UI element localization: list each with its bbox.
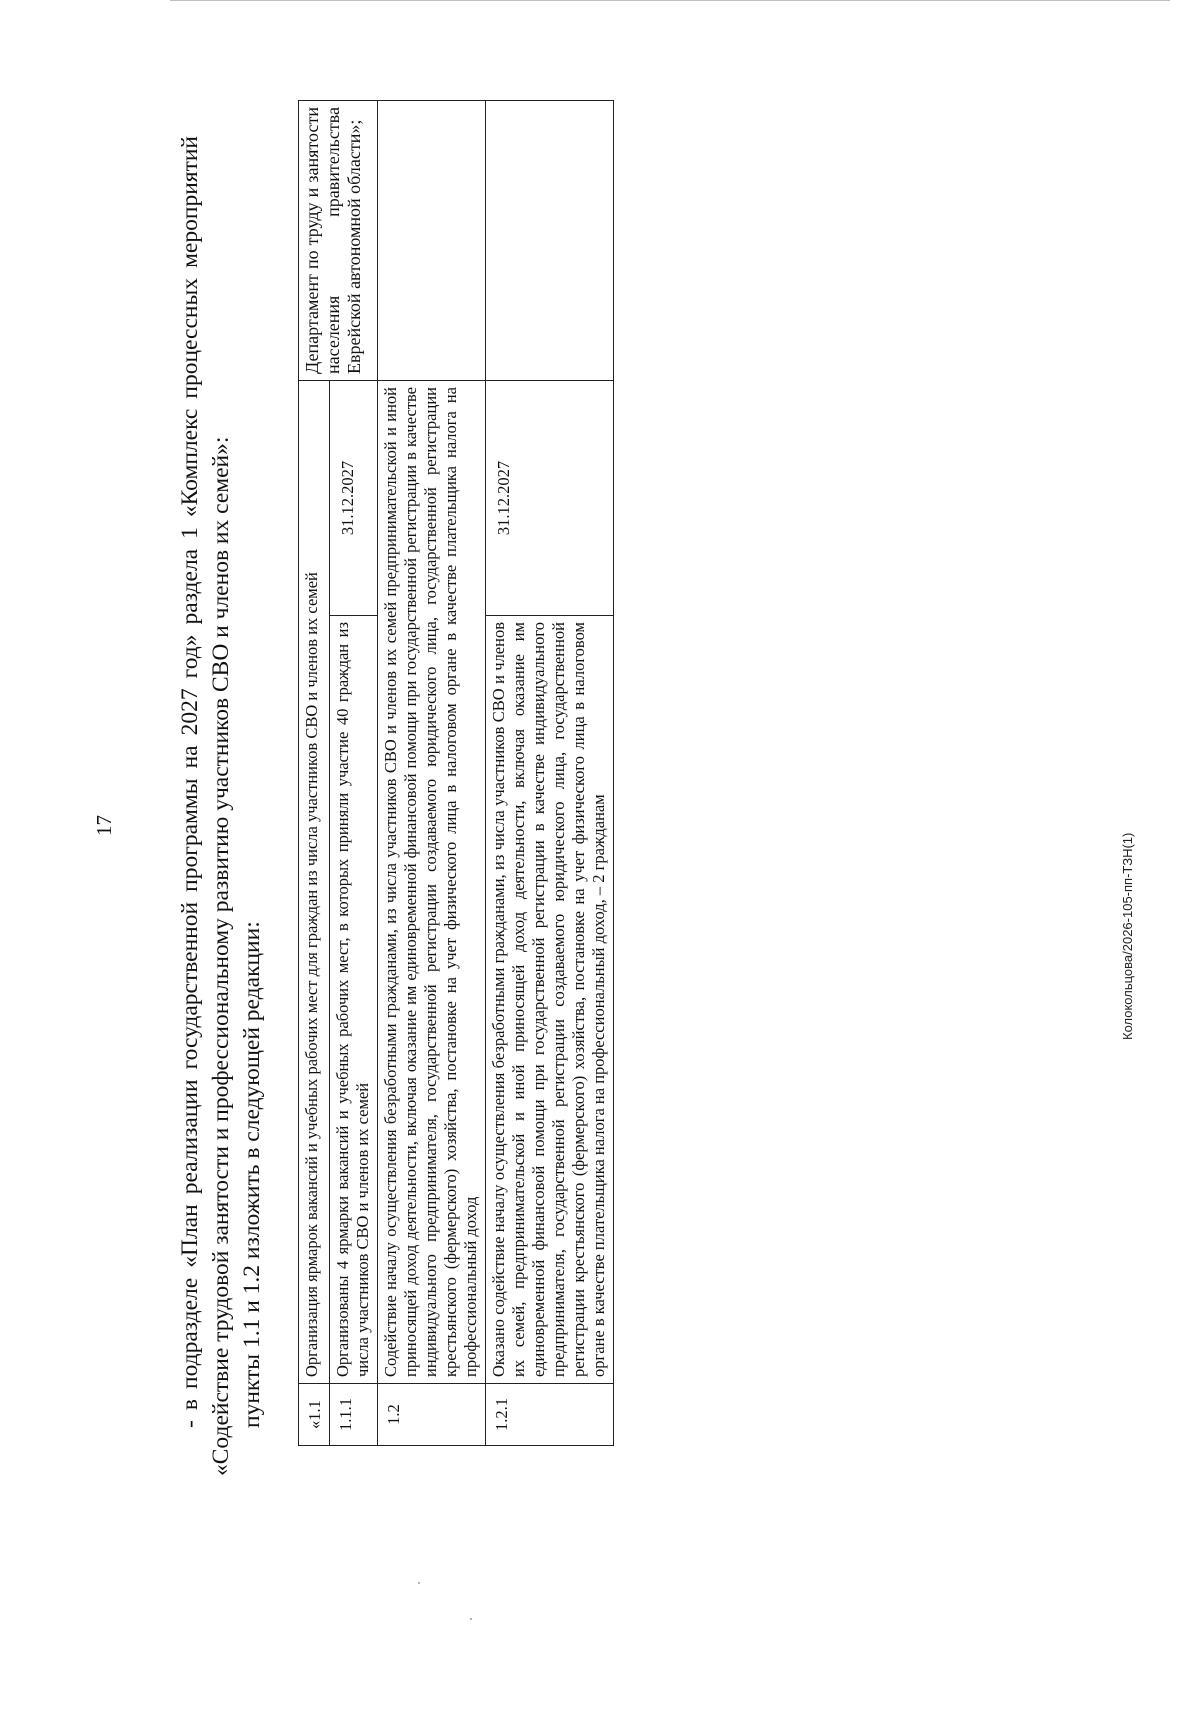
responsible-cell: Департамент по труду и занятости населения правительства Еврейской автономной области»;: [299, 101, 378, 381]
row-text: Оказано содействие началу осуществления безработными гражданами, из числа участников СВО и членов их семей, предпринимательской и иной приносящей доход деятельности, включая оказание им единовременной финансовой помощи при государственной регистрации в качестве индивидуального предпринимателя, государственной регистрации создаваемого юридического лица, государственной регистрации крестьянского (фермерского) хозяйства, постановке на учет физического лица в налоговом органе в качестве плательщика налога на профессиональный доход, – 2 гражданам: [486, 616, 614, 1384]
row-date: 31.12.2027: [330, 381, 378, 616]
row-number: «1.1: [299, 1384, 330, 1446]
empty-cell: [486, 101, 614, 381]
row-text: Содействие началу осуществления безработными гражданами, из числа участников СВО и членов их семей предпринимательской и иной приносящей доход деятельности, включая оказание им единовременной финансовой помощи при государственной регистрации в качестве индивидуального предпринимателя, государственной регистрации создаваемого юридического лица, государственной регистрации крестьянского (фермерского) хозяйства, постановке на учет физического лица в налоговом органе в качестве плательщика налога на профессиональный доход: [378, 381, 486, 1384]
row-number: 1.2.1: [486, 1384, 614, 1446]
table-row: [486, 101, 614, 1446]
table-row: [299, 101, 330, 1446]
table-row: [378, 101, 486, 1446]
measures-table: [298, 100, 614, 1446]
row-number: 1.1.1: [330, 1384, 378, 1446]
row-text: Организация ярмарок вакансий и учебных рабочих мест для граждан из числа участников СВО и членов их семей: [299, 381, 330, 1384]
intro-paragraph: [175, 136, 268, 1476]
row-date: 31.12.2027: [486, 381, 614, 616]
page-number: 17: [92, 815, 116, 836]
document-code: Колокольцова/2026-105-пп-ТЗН(1): [1120, 832, 1135, 1040]
row-text: Организованы 4 ярмарки вакансий и учебных рабочих мест, в которых приняли участие 40 граждан из числа участников СВО и членов их семей: [330, 616, 378, 1384]
empty-cell: [378, 101, 486, 381]
row-number: 1.2: [378, 1384, 486, 1446]
intro-line-2: пункты 1.1 и 1.2 изложить в следующей редакции:: [239, 921, 265, 1428]
intro-line-1: - в подразделе «План реализации государственной программы на 2027 год» раздела 1 «Комплекс процессных мероприятий «Содействие трудовой занятости и профессиональному развитию участников СВО и членов их семей»:: [177, 136, 234, 1476]
